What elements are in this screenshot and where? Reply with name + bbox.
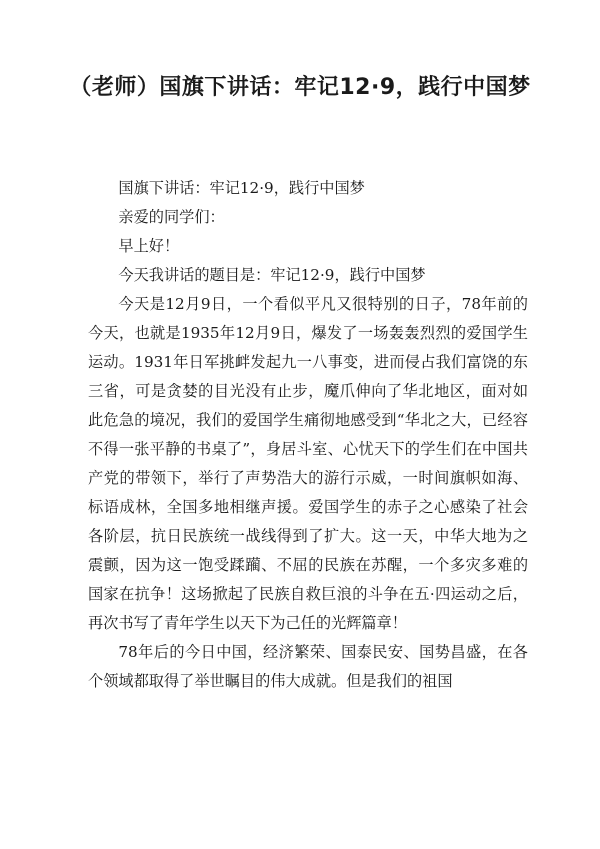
- paragraph-history: 今天是12月9日，一个看似平凡又很特别的日子，78年前的今天，也就是1935年12月9日，爆发了一场轰轰烈烈的爱国学生运动。1931年日军挑衅发起九一八事变，进而侵占我们富饶的东三省，可是贪婪的目光没有止步，魔爪伸向了华北地区，面对如此危急的境况，我们的爱国学生痛彻地感受到“华北之大，已经容不得一张平静的书桌了”，身居斗室、心忧天下的学生们在中国共产党的带领下，举行了声势浩大的游行示威，一时间旗帜如海、标语成林，全国多地相继声援。爱国学生的赤子之心感染了社会各阶层，抗日民族统一战线得到了扩大。这一天，中华大地为之震颤，因为这一饱受蹂躏、不屈的民族在苏醒，一个多灾多难的国家在抗争！这场掀起了民族自救巨浪的斗争在五·四运动之后，再次书写了青年学生以天下为己任的光辉篇章！: [88, 295, 528, 632]
- paragraph-today: 78年后的今日中国，经济繁荣、国泰民安、国势昌盛，在各个领域都取得了举世瞩目的伟大成就。但是我们的祖国: [88, 643, 528, 690]
- document-title: （老师）国旗下讲话：牢记12·9，践行中国梦: [69, 75, 531, 100]
- document-body: [88, 174, 528, 696]
- paragraph-greeting: 早上好！: [118, 237, 180, 255]
- paragraph-topic: 今天我讲话的题目是：牢记12·9，践行中国梦: [118, 266, 426, 284]
- paragraph-salutation: 亲爱的同学们：: [118, 208, 225, 226]
- paragraph-heading: 国旗下讲话：牢记12·9，践行中国梦: [118, 179, 365, 197]
